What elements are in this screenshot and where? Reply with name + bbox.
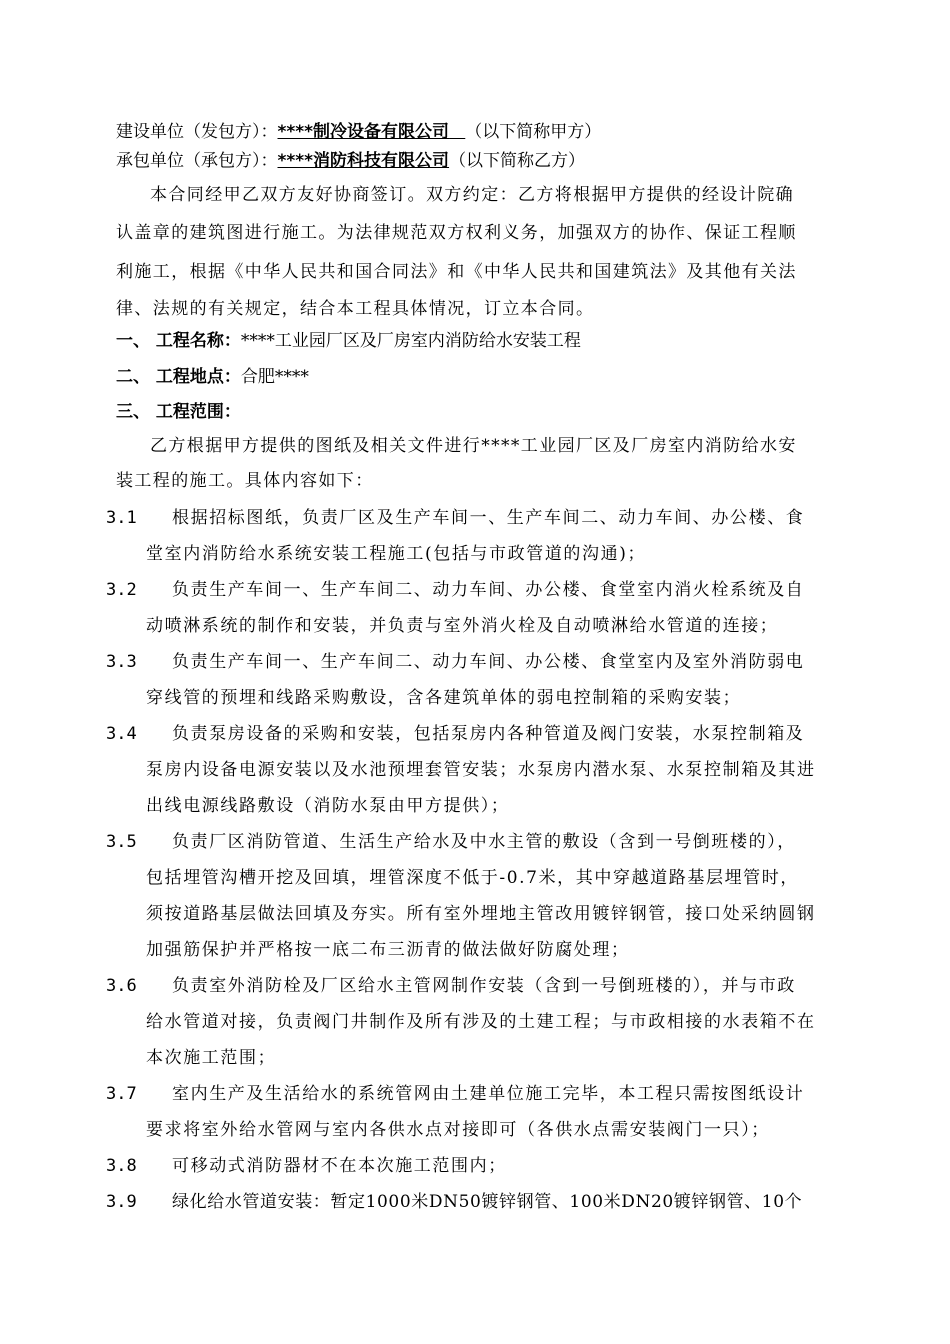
- item-line: 出线电源线路敷设（消防水泵由甲方提供）；: [146, 796, 510, 816]
- item-line: 穿线管的预埋和线路采购敷设，含各建筑单体的弱电控制箱的采购安装；: [146, 688, 742, 708]
- item-line: 根据招标图纸，负责厂区及生产车间一、生产车间二、动力车间、办公楼、食: [172, 508, 805, 528]
- item-line: 动喷淋系统的制作和安装，并负责与室外消火栓及自动喷淋给水管道的连接；: [146, 616, 779, 636]
- section-1: [116, 329, 581, 353]
- item-line: 堂室内消防给水系统安装工程施工(包括与市政管道的沟通)；: [146, 544, 647, 564]
- item-line: 负责室外消防栓及厂区给水主管网制作安装（含到一号倒班楼的），并与市政: [172, 976, 796, 996]
- item-line: 给水管道对接，负责阀门井制作及所有涉及的土建工程；与市政相接的水表箱不在: [146, 1012, 816, 1032]
- item-line: 包括埋管沟槽开挖及回填，埋管深度不低于-0.7米，其中穿越道路基层埋管时，: [146, 868, 799, 888]
- section-3-label: 三、 工程范围：: [116, 402, 241, 422]
- item-number: 3.4: [106, 724, 137, 744]
- item-line: 要求将室外给水管网与室内各供水点对接即可（各供水点需安装阀门一只）；: [146, 1120, 770, 1140]
- section-2-label: 二、 工程地点：: [116, 367, 241, 387]
- item-line: 须按道路基层做法回填及夯实。所有室外埋地主管改用镀锌钢管，接口处采纳圆钢: [146, 904, 816, 924]
- item-number: 3.9: [106, 1192, 137, 1212]
- item-number: 3.1: [106, 508, 137, 528]
- item-number: 3.6: [106, 976, 137, 996]
- item-number: 3.3: [106, 652, 137, 672]
- item-line: 加强筋保护并严格按一底二布三沥青的做法做好防腐处理；: [146, 940, 630, 960]
- item-number: 3.5: [106, 832, 137, 852]
- intro-line-1: 本合同经甲乙双方友好协商签订。双方约定：乙方将根据甲方提供的经设计院确: [150, 185, 794, 205]
- owner-suffix: （以下简称甲方）: [465, 122, 602, 142]
- contractor-label: 承包单位（承包方）：: [116, 151, 278, 171]
- item-number: 3.7: [106, 1084, 137, 1104]
- contractor-name: ****消防科技有限公司: [277, 151, 450, 171]
- intro-line-3: 利施工，根据《中华人民共和国合同法》和《中华人民共和国建筑法》及其他有关法: [116, 262, 797, 282]
- section-1-label: 一、 工程名称：: [116, 331, 241, 351]
- item-line: 负责生产车间一、生产车间二、动力车间、办公楼、食堂室内及室外消防弱电: [172, 652, 805, 672]
- item-number: 3.8: [106, 1156, 137, 1176]
- item-line: 负责泵房设备的采购和安装，包括泵房内各种管道及阀门安装，水泵控制箱及: [172, 724, 805, 744]
- intro-line-4: 律、法规的有关规定，结合本工程具体情况，订立本合同。: [116, 299, 595, 319]
- item-line: 泵房内设备电源安装以及水池预埋套管安装；水泵房内潜水泵、水泵控制箱及其进: [146, 760, 816, 780]
- item-line: 室内生产及生活给水的系统管网由土建单位施工完毕，本工程只需按图纸设计: [172, 1084, 805, 1104]
- item-line: 绿化给水管道安装：暂定1000米DN50镀锌钢管、100米DN20镀锌钢管、10个: [172, 1192, 803, 1212]
- section-2-value: 合肥****: [240, 367, 309, 387]
- item-line: 本次施工范围；: [146, 1048, 277, 1068]
- owner-name: ****制冷设备有限公司: [277, 122, 450, 142]
- item-line: 可移动式消防器材不在本次施工范围内；: [172, 1156, 507, 1176]
- section-1-value: ****工业园厂区及厂房室内消防给水安装工程: [240, 331, 581, 351]
- contractor-suffix: （以下简称乙方）: [449, 151, 586, 171]
- contractor-line: [116, 149, 585, 173]
- item-number: 3.2: [106, 580, 137, 600]
- item-line: 负责厂区消防管道、生活生产给水及中水主管的敷设（含到一号倒班楼的），: [172, 832, 796, 852]
- section-2: [116, 365, 309, 389]
- owner-line: [116, 120, 601, 144]
- intro-line-2: 认盖章的建筑图进行施工。为法律规范双方权利义务，加强双方的协作、保证工程顺: [116, 223, 797, 243]
- scope-intro-line-1: 乙方根据甲方提供的图纸及相关文件进行****工业园厂区及厂房室内消防给水安: [150, 436, 797, 456]
- scope-intro-line-2: 装工程的施工。具体内容如下：: [116, 471, 374, 491]
- item-line: 负责生产车间一、生产车间二、动力车间、办公楼、食堂室内消火栓系统及自: [172, 580, 805, 600]
- owner-underline-pad: [449, 122, 465, 142]
- owner-label: 建设单位（发包方）：: [116, 122, 278, 142]
